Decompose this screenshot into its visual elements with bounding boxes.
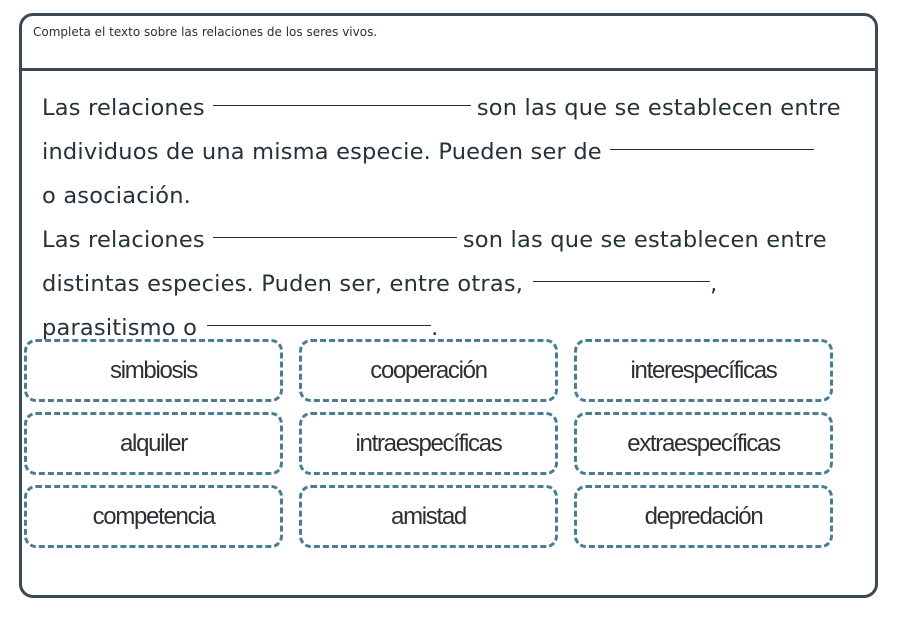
text-line-2 bbox=[42, 130, 867, 174]
word-option-simbiosis[interactable]: simbiosis bbox=[24, 339, 283, 402]
text-line-1 bbox=[42, 86, 867, 130]
word-option-alquiler[interactable]: alquiler bbox=[24, 412, 283, 475]
text-segment: son las que se establecen entre bbox=[462, 227, 827, 253]
word-option-intraespecificas[interactable]: intraespecíficas bbox=[299, 412, 558, 475]
text-segment: parasitismo o bbox=[42, 315, 198, 341]
blank-5[interactable] bbox=[207, 324, 431, 326]
blank-3[interactable] bbox=[213, 236, 457, 238]
text-segment: distintas especies. Puden ser, entre otras, bbox=[42, 271, 524, 297]
word-option-competencia[interactable]: competencia bbox=[24, 485, 283, 548]
word-option-interespecificas[interactable]: interespecíficas bbox=[574, 339, 833, 402]
word-option-depredacion[interactable]: depredación bbox=[574, 485, 833, 548]
fill-in-text bbox=[42, 86, 867, 350]
word-option-extraespecificas[interactable]: extraespecíficas bbox=[574, 412, 833, 475]
word-option-cooperacion[interactable]: cooperación bbox=[299, 339, 558, 402]
blank-2[interactable] bbox=[610, 148, 814, 150]
word-bank bbox=[24, 339, 838, 550]
blank-4[interactable] bbox=[533, 280, 710, 282]
text-segment: . bbox=[431, 315, 439, 341]
instruction-text: Completa el texto sobre las relaciones de los seres vivos. bbox=[22, 16, 875, 71]
word-option-amistad[interactable]: amistad bbox=[299, 485, 558, 548]
text-segment: son las que se establecen entre bbox=[476, 95, 841, 121]
text-segment: individuos de una misma especie. Pueden ser de bbox=[42, 139, 602, 165]
text-segment: Las relaciones bbox=[42, 95, 205, 121]
text-line-4 bbox=[42, 218, 867, 262]
text-segment: Las relaciones bbox=[42, 227, 205, 253]
text-line-3 bbox=[42, 174, 867, 218]
text-line-5 bbox=[42, 262, 867, 306]
blank-1[interactable] bbox=[213, 104, 471, 106]
text-segment: o asociación. bbox=[42, 183, 192, 209]
text-segment: , bbox=[710, 271, 718, 297]
